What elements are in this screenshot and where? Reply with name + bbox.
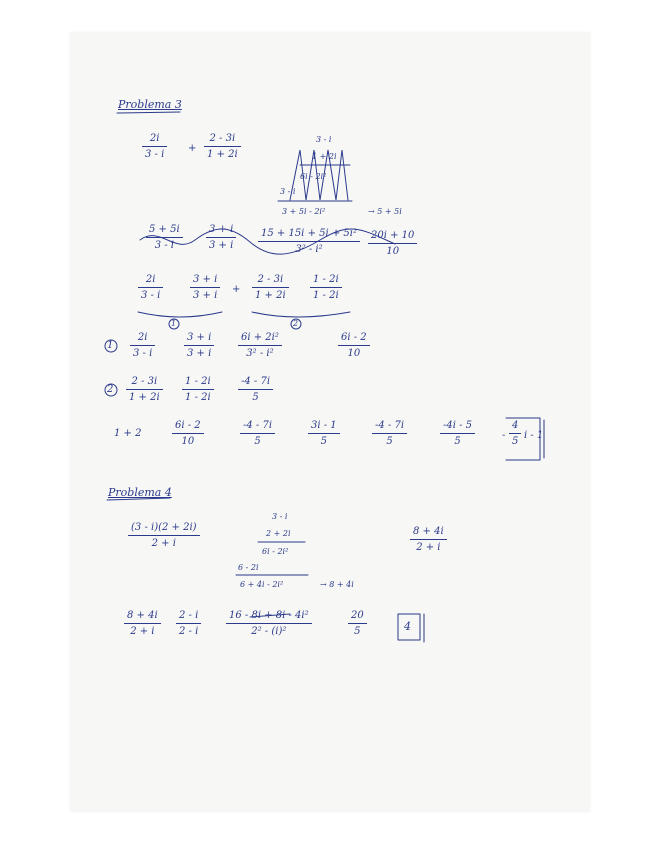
p3-step2-frac1: 2 - 3i 1 + 2i	[126, 376, 163, 403]
p3-setup-frac2: 3 + i 3 + i	[190, 274, 220, 301]
p4-final-frac4: 20 5	[348, 610, 367, 637]
p3-answer-box	[506, 418, 544, 460]
p4-mult-row1: 6i - 2i²	[262, 547, 289, 556]
p3-sum-frac2: -4 - 7i 5	[240, 420, 275, 447]
p3-answer-tail: i - 1	[524, 430, 544, 441]
p3-mult-side: → 5 + 5i	[368, 207, 402, 216]
title3-underline	[117, 112, 180, 113]
p3-setup-frac3: 2 - 3i 1 + 2i	[252, 274, 289, 301]
p3-label1-circle	[169, 319, 179, 329]
p3-first-op: +	[188, 143, 197, 154]
p3-step2-circle	[105, 384, 117, 396]
problem3-title: Problema 3	[118, 98, 182, 111]
p3-sum-frac4: -4 - 7i 5	[372, 420, 407, 447]
p4-mult-top: 3 - i	[272, 512, 288, 521]
p3-mult-top: 3 - i	[316, 135, 332, 144]
p3-cross-zigzag	[290, 150, 348, 200]
p3-label2-circle	[291, 319, 301, 329]
problem4-title: Problema 4	[108, 486, 172, 499]
p3-setup-frac1: 2i 3 - i	[138, 274, 163, 301]
p4-final-frac3: 16 - 8i + 8i - 4i² 2² - (i)²	[226, 610, 312, 637]
p3-step1-frac2: 3 + i 3 + i	[184, 332, 214, 359]
p4-final-frac2: 2 - i 2 - i	[176, 610, 201, 637]
p3-setup-label1: 1	[171, 319, 177, 328]
p3-sum-frac1: 6i - 2 10	[172, 420, 204, 447]
p4-expr-frac: (3 - i)(2 + 2i) 2 + i	[128, 522, 200, 549]
p4-mult-side: → 8 + 4i	[320, 580, 354, 589]
p3-crossed-frac4: 20i + 10 10	[368, 230, 417, 257]
p3-crossed-frac2: 3 + i 3 + i	[206, 224, 236, 251]
p3-first-frac1: 2i 3 - i	[142, 133, 167, 160]
p4-answer: 4	[404, 620, 411, 633]
p4-answer-box	[398, 614, 424, 642]
p3-wavy-strike	[140, 229, 395, 254]
p3-brace1	[138, 312, 222, 317]
p3-first-frac2: 2 - 3i 1 + 2i	[204, 133, 241, 160]
title4-underline	[107, 498, 170, 500]
p3-mult-row1: 6i - 2i²	[300, 172, 327, 181]
p3-crossed-frac1: 5 + 5i 3 - i	[146, 224, 183, 251]
p3-sum-marks: 1 + 2	[114, 428, 142, 439]
p3-step1-frac1: 2i 3 - i	[130, 332, 155, 359]
p3-setup-frac4: 1 - 2i 1 - 2i	[310, 274, 342, 301]
p3-step2-frac3: -4 - 7i 5	[238, 376, 273, 403]
p3-sum-frac3: 3i - 1 5	[308, 420, 340, 447]
p3-answer-frac: 4 5	[509, 420, 521, 447]
p3-answer-sign: -	[502, 430, 506, 441]
p3-step1-frac4: 6i - 2 10	[338, 332, 370, 359]
p3-mult-second: 1 + 2i	[312, 152, 337, 161]
p3-brace2	[252, 312, 350, 317]
p4-side-frac: 8 + 4i 2 + i	[410, 526, 447, 553]
p3-step1-frac3: 6i + 2i² 3² - i²	[238, 332, 282, 359]
p4-mult-second: 2 + 2i	[266, 529, 291, 538]
p4-strike	[250, 614, 290, 617]
p3-setup-label2: 2	[293, 319, 299, 328]
p4-mult-sum: 6 + 4i - 2i²	[240, 580, 284, 589]
p4-final-frac1: 8 + 4i 2 + i	[124, 610, 161, 637]
p3-mult-sum: 3 + 5i - 2i²	[282, 207, 326, 216]
p3-sum-frac5: -4i - 5 5	[440, 420, 475, 447]
p3-setup-op: +	[232, 284, 241, 295]
p3-crossed-frac3: 15 + 15i + 5i + 5i² 3² - i²	[258, 228, 360, 255]
p3-step1-mark: 1	[107, 340, 114, 351]
p3-step1-circle	[105, 340, 117, 352]
p3-mult-row2: 3 - i	[280, 187, 296, 196]
p4-mult-row2: 6 - 2i	[238, 563, 259, 572]
p3-step2-frac2: 1 - 2i 1 - 2i	[182, 376, 214, 403]
p3-step2-mark: 2	[107, 384, 114, 395]
